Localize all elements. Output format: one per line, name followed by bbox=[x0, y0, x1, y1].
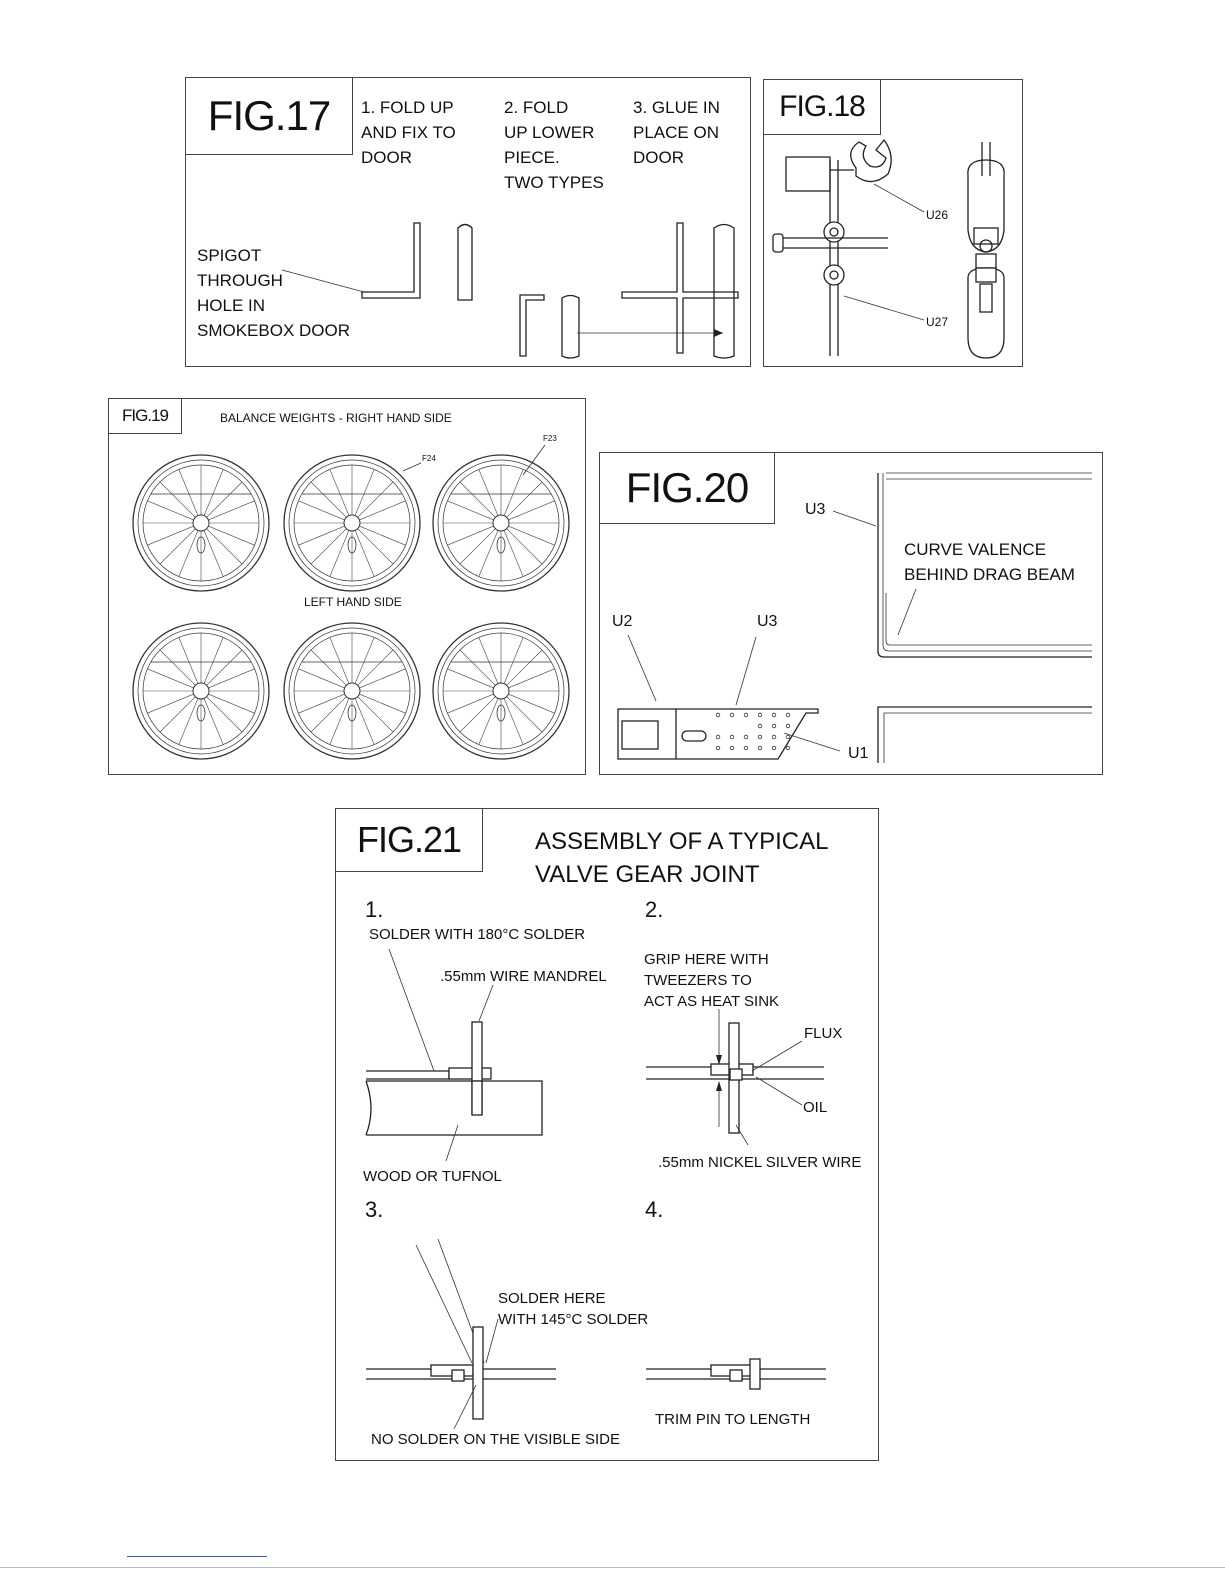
fig21-leader-solder-here bbox=[486, 1319, 498, 1363]
rivet-icon bbox=[772, 713, 776, 717]
fig20-label-u3-top: U3 bbox=[805, 501, 826, 518]
fig19-wheels bbox=[109, 399, 585, 774]
fig18-eye-icon bbox=[824, 222, 844, 242]
fig21-step2-wire: .55mm NICKEL SILVER WIRE bbox=[658, 1154, 862, 1171]
wheel-icon bbox=[284, 455, 420, 591]
fig17-leader-line bbox=[282, 270, 364, 292]
fig21-leader-solder bbox=[389, 949, 434, 1071]
fig21-drawing bbox=[336, 809, 878, 1460]
fig21-step2-bush-icon bbox=[730, 1069, 742, 1080]
fig18-link-icon bbox=[974, 228, 998, 244]
wheel-icon bbox=[133, 623, 269, 759]
fig21-step2-number: 2. bbox=[645, 897, 664, 922]
fig21-leader-mandrel bbox=[479, 985, 493, 1021]
fig18-label-u27: U27 bbox=[926, 315, 949, 329]
wheel-icon bbox=[433, 455, 569, 591]
fig17-step1-line: DOOR bbox=[361, 148, 412, 167]
footer-rule bbox=[0, 1567, 1225, 1568]
fig18-vertical-rod bbox=[830, 160, 838, 356]
fig20-note-line: CURVE VALENCE bbox=[904, 540, 1047, 559]
fig17-arrow-head-icon bbox=[714, 329, 723, 337]
fig21-leader-wood bbox=[446, 1125, 458, 1161]
fig19-leader-f24 bbox=[403, 463, 421, 471]
fig20-label-u2: U2 bbox=[612, 613, 633, 630]
rivet-icon bbox=[716, 735, 720, 739]
fig17-step3-line: PLACE ON bbox=[633, 123, 719, 142]
fig18-label-u26: U26 bbox=[926, 208, 949, 222]
fig20-leader-u2 bbox=[628, 635, 656, 701]
fig18-leader-u27 bbox=[844, 296, 924, 320]
fig21-leader-oil bbox=[756, 1077, 802, 1105]
wheel-icon bbox=[133, 455, 269, 591]
fig18-drawing bbox=[764, 80, 1022, 366]
fig17-step1-line: AND FIX TO bbox=[361, 123, 456, 142]
fig17-spigot-line: SMOKEBOX DOOR bbox=[197, 321, 351, 340]
fig21-step2-grip-line: TWEEZERS TO bbox=[644, 972, 752, 989]
fig21-step2-grip-line: ACT AS HEAT SINK bbox=[644, 993, 780, 1010]
fig20-frame-line bbox=[883, 473, 1092, 651]
fig18-link-icon bbox=[976, 254, 996, 268]
fig19-title: FIG.19 bbox=[122, 406, 168, 425]
fig17-spigot-line: THROUGH bbox=[197, 271, 283, 290]
fig21-step4-bush-icon bbox=[730, 1370, 742, 1381]
rivet-icon bbox=[716, 713, 720, 717]
rivet-icon bbox=[758, 735, 762, 739]
fig20-title: FIG.20 bbox=[625, 464, 749, 511]
fig20-frame-line bbox=[884, 713, 1092, 763]
fig17-spigot-line: SPIGOT bbox=[197, 246, 262, 265]
fig19-left-side-label: LEFT HAND SIDE bbox=[304, 595, 402, 609]
fig18-leader-u26 bbox=[874, 184, 924, 212]
fig19-caption: BALANCE WEIGHTS - RIGHT HAND SIDE bbox=[220, 411, 452, 425]
fig21-step1-wood: WOOD OR TUFNOL bbox=[363, 1168, 502, 1185]
fig18-hook-icon bbox=[851, 140, 892, 182]
fig20-leader-u3 bbox=[736, 637, 756, 705]
fig17-step2-line: PIECE. bbox=[504, 148, 560, 167]
fig17-bracket-icon bbox=[362, 223, 420, 298]
fig17-panel bbox=[185, 77, 751, 367]
footer-link-rule bbox=[127, 1556, 267, 1557]
fig21-step1-bush-icon bbox=[449, 1068, 491, 1079]
fig21-heading-line: VALVE GEAR JOINT bbox=[535, 861, 760, 888]
fig20-label-u3: U3 bbox=[757, 613, 778, 630]
rivet-icon bbox=[758, 724, 762, 728]
fig21-step1-mandrel: .55mm WIRE MANDREL bbox=[440, 968, 607, 985]
fig21-step4-number: 4. bbox=[645, 1197, 664, 1222]
fig20-valence-line bbox=[886, 593, 1092, 645]
rivet-icon bbox=[786, 713, 790, 717]
fig17-cylinder-icon bbox=[458, 225, 472, 301]
rivet-icon bbox=[744, 735, 748, 739]
rivet-icon bbox=[730, 746, 734, 750]
fig21-step3-visible: NO SOLDER ON THE VISIBLE SIDE bbox=[371, 1431, 620, 1448]
wheel-icon bbox=[433, 623, 569, 759]
wheel-icon bbox=[284, 623, 420, 759]
fig21-step1-mandrel-icon bbox=[472, 1081, 482, 1115]
rivet-icon bbox=[744, 746, 748, 750]
rivet-icon bbox=[772, 735, 776, 739]
fig21-step1-block-break bbox=[366, 1081, 371, 1135]
fig20-note-line: BEHIND DRAG BEAM bbox=[904, 565, 1075, 584]
fig21-panel bbox=[335, 808, 879, 1461]
fig21-step1-number: 1. bbox=[365, 897, 384, 922]
fig18-title: FIG.18 bbox=[779, 90, 865, 123]
fig20-frame-line bbox=[878, 707, 1092, 763]
fig20-slot-icon bbox=[622, 721, 658, 749]
fig17-small-bracket-icon bbox=[520, 295, 544, 356]
fig17-step2-line: 2. FOLD bbox=[504, 98, 569, 117]
fig20-label-u1: U1 bbox=[848, 745, 869, 762]
rivet-icon bbox=[786, 746, 790, 750]
fig20-leader-u1 bbox=[784, 733, 840, 751]
rivet-icon bbox=[758, 713, 762, 717]
fig21-step3-pin-icon bbox=[473, 1327, 483, 1419]
fig20-frame-line bbox=[878, 473, 1092, 657]
fig20-leader-note bbox=[898, 589, 916, 635]
fig21-step2-oil: OIL bbox=[803, 1099, 828, 1116]
fig17-step1-line: 1. FOLD UP bbox=[361, 98, 454, 117]
fig17-title: FIG.17 bbox=[207, 92, 331, 139]
fig20-hole-icon bbox=[682, 731, 706, 741]
fig19-panel bbox=[108, 398, 586, 775]
fig21-step4-pin-icon bbox=[750, 1359, 760, 1389]
fig21-step3-bush-icon bbox=[452, 1370, 464, 1381]
fig17-step2-line: UP LOWER bbox=[504, 123, 595, 142]
fig18-link-icon bbox=[976, 268, 996, 282]
rivet-icon bbox=[772, 724, 776, 728]
rivet-icon bbox=[716, 746, 720, 750]
rivet-icon bbox=[744, 713, 748, 717]
fig18-screw-icon bbox=[980, 284, 992, 312]
fig18-eye-icon bbox=[824, 265, 844, 285]
fig17-drawing bbox=[186, 78, 750, 366]
fig20-leader-u3-top bbox=[833, 511, 876, 526]
fig21-step3-solder-line: SOLDER HERE bbox=[498, 1290, 606, 1307]
fig17-step3-line: DOOR bbox=[633, 148, 684, 167]
fig21-step3-number: 3. bbox=[365, 1197, 384, 1222]
rivet-icon bbox=[786, 724, 790, 728]
fig21-heading-line: ASSEMBLY OF A TYPICAL bbox=[535, 828, 829, 855]
rivet-icon bbox=[730, 735, 734, 739]
fig20-frame-line bbox=[886, 473, 1092, 479]
fig21-title: FIG.21 bbox=[356, 819, 462, 860]
fig20-rivets bbox=[716, 713, 790, 750]
fig17-short-cylinder-icon bbox=[562, 296, 579, 359]
fig18-bar-end-icon bbox=[773, 234, 783, 252]
rivet-icon bbox=[730, 713, 734, 717]
fig21-step1-solder: SOLDER WITH 180°C SOLDER bbox=[369, 926, 586, 943]
fig19-label-f23: F23 bbox=[543, 434, 557, 443]
fig21-arrow-head-icon bbox=[716, 1081, 722, 1091]
fig21-step3-solder-line: WITH 145°C SOLDER bbox=[498, 1311, 649, 1328]
fig18-block-icon bbox=[786, 157, 830, 191]
fig18-coupling-top bbox=[982, 142, 990, 176]
fig19-label-f24: F24 bbox=[422, 454, 436, 463]
fig20-panel bbox=[599, 452, 1103, 775]
fig17-step2-line: TWO TYPES bbox=[504, 173, 604, 192]
fig21-leader-wire bbox=[736, 1125, 748, 1145]
fig21-step1-block bbox=[366, 1081, 542, 1135]
fig21-step2-grip-line: GRIP HERE WITH bbox=[644, 951, 769, 968]
fig20-drawing bbox=[600, 453, 1102, 774]
fig21-step4-trim: TRIM PIN TO LENGTH bbox=[655, 1411, 811, 1428]
fig17-door-cylinder-icon bbox=[714, 225, 734, 359]
rivet-icon bbox=[758, 746, 762, 750]
fig18-panel bbox=[763, 79, 1023, 367]
rivet-icon bbox=[772, 746, 776, 750]
fig21-step2-flux: FLUX bbox=[804, 1025, 843, 1042]
rivet-icon bbox=[786, 735, 790, 739]
fig17-spigot-line: HOLE IN bbox=[197, 296, 266, 315]
fig21-step1-plate bbox=[366, 1071, 449, 1079]
fig17-step3-line: 3. GLUE IN bbox=[633, 98, 720, 117]
